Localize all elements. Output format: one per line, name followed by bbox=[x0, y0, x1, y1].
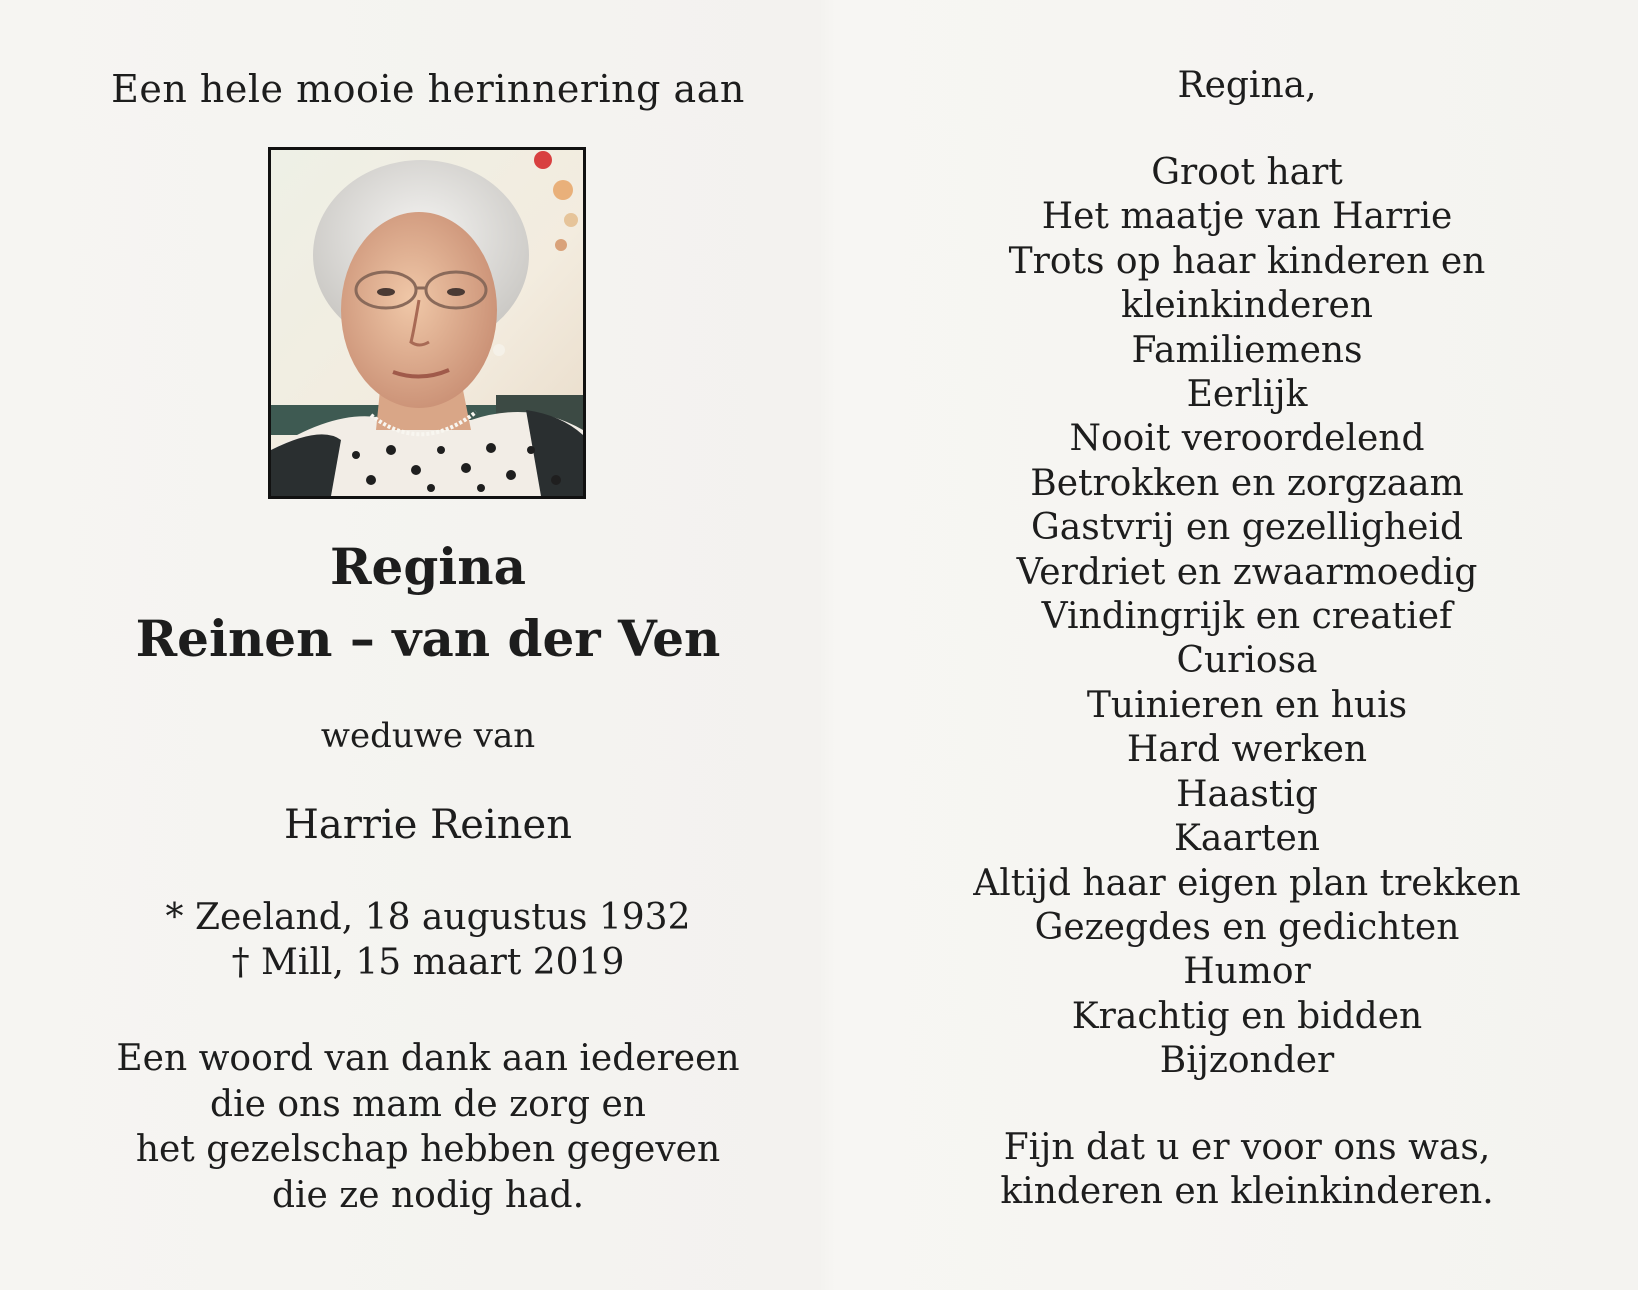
closing-line: Fijn dat u er voor ons was, bbox=[1003, 1127, 1491, 1168]
birth-line: * Zeeland, 18 augustus 1932 bbox=[165, 897, 691, 938]
poem-line: Tuinieren en huis bbox=[1086, 684, 1408, 726]
poem-line: Nooit veroordelend bbox=[1069, 418, 1425, 460]
intro-text: Een hele mooie herinnering aan bbox=[111, 67, 745, 111]
poem-line: Trots op haar kinderen en bbox=[1008, 240, 1486, 282]
poem-line: kleinkinderen bbox=[1121, 285, 1373, 327]
poem-line: Gastvrij en gezelligheid bbox=[1030, 507, 1464, 549]
poem-line: Krachtig en bidden bbox=[1071, 995, 1423, 1037]
portrait-image bbox=[271, 150, 583, 496]
life-dates bbox=[0, 895, 856, 985]
poem bbox=[856, 151, 1638, 1084]
poem-line: Altijd haar eigen plan trekken bbox=[973, 862, 1521, 904]
thanks-line: die ons mam de zorg en bbox=[210, 1083, 646, 1125]
poem-line: Gezegdes en gedichten bbox=[1034, 906, 1460, 948]
poem-line: Hard werken bbox=[1126, 729, 1368, 771]
poem-line: Familiemens bbox=[1131, 329, 1363, 371]
thanks-line: die ze nodig had. bbox=[271, 1174, 585, 1216]
poem-line: Vindingrijk en creatief bbox=[1041, 596, 1453, 638]
salutation: Regina, bbox=[1177, 65, 1317, 106]
widow-label: weduwe van bbox=[320, 716, 536, 756]
poem-line: Groot hart bbox=[1151, 152, 1343, 193]
poem-line: Het maatje van Harrie bbox=[1041, 196, 1453, 238]
closing-text bbox=[856, 1126, 1638, 1214]
thanks-line: Een woord van dank aan iedereen bbox=[116, 1038, 740, 1079]
thanks-text bbox=[0, 1036, 856, 1218]
poem-line: Kaarten bbox=[1174, 818, 1320, 860]
deceased-first-name: Regina bbox=[329, 537, 527, 596]
poem-line: Humor bbox=[1183, 951, 1311, 993]
poem-line: Bijzonder bbox=[1159, 1040, 1335, 1082]
death-line: † Mill, 15 maart 2019 bbox=[231, 942, 625, 983]
closing-line: kinderen en kleinkinderen. bbox=[1000, 1171, 1494, 1212]
spouse-name: Harrie Reinen bbox=[284, 802, 572, 848]
poem-line: Verdriet en zwaarmoedig bbox=[1016, 551, 1478, 593]
poem-line: Betrokken en zorgzaam bbox=[1030, 462, 1464, 504]
thanks-line: het gezelschap hebben gegeven bbox=[135, 1129, 721, 1170]
poem-line: Eerlijk bbox=[1186, 374, 1308, 416]
portrait-photo bbox=[268, 147, 586, 499]
poem-line: Curiosa bbox=[1176, 640, 1318, 682]
poem-line: Haastig bbox=[1176, 773, 1318, 815]
deceased-full-name: Reinen – van der Ven bbox=[135, 609, 721, 668]
